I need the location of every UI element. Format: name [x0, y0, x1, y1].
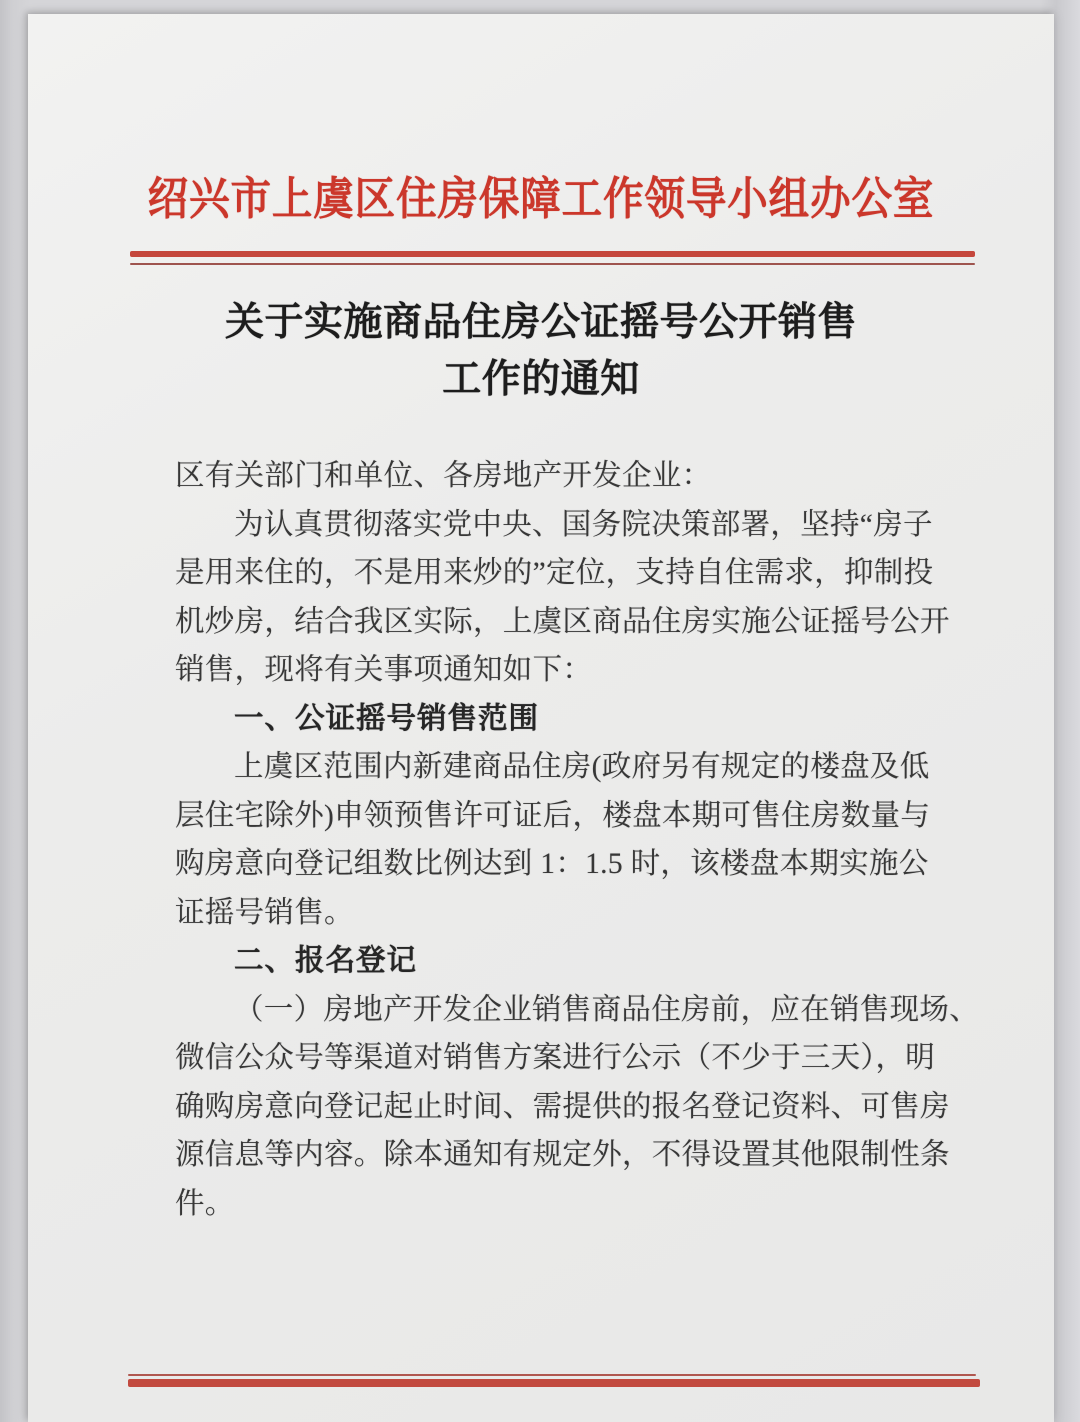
- body-line: 件。: [175, 1187, 235, 1220]
- document-body: [175, 452, 980, 1228]
- body-line: 层住宅除外)申领预售许可证后，楼盘本期可售住房数量与: [175, 799, 931, 832]
- document-title-line-2: 工作的通知: [442, 358, 640, 401]
- body-line: 确购房意向登记起止时间、需提供的报名登记资料、可售房: [175, 1090, 950, 1123]
- section-heading-2: 二、报名登记: [234, 944, 418, 977]
- letterhead-org-name: 绍兴市上虞区住房保障工作领导小组办公室: [147, 174, 935, 224]
- document-title-line-1: 关于实施商品住房公证摇号公开销售: [224, 301, 857, 344]
- body-line: 购房意向登记组数比例达到 1：1.5 时，该楼盘本期实施公: [175, 848, 929, 880]
- body-line: 源信息等内容。除本通知有规定外，不得设置其他限制性条: [175, 1139, 950, 1171]
- body-line: 上虞区范围内新建商品住房(政府另有规定的楼盘及低: [234, 751, 930, 783]
- body-line: （一）房地产开发企业销售商品住房前，应在销售现场、: [234, 993, 980, 1026]
- section-heading-1: 一、公证摇号销售范围: [234, 701, 540, 735]
- letterhead-rule-thin: [130, 263, 975, 265]
- document-page: [28, 14, 1054, 1422]
- document-title: [28, 294, 1054, 408]
- footer-rule-thick: [128, 1379, 980, 1387]
- body-line: 为认真贯彻落实党中央、国务院决策部署，坚持“房子: [234, 508, 933, 541]
- body-line: 证摇号销售。: [175, 896, 354, 929]
- body-line: 是用来住的，不是用来炒的”定位，支持自住需求，抑制投: [175, 557, 934, 589]
- letterhead-rule-thick: [130, 251, 975, 257]
- salutation-line: 区有关部门和单位、各房地产开发企业：: [175, 460, 712, 492]
- body-line: 机炒房，结合我区实际，上虞区商品住房实施公证摇号公开: [175, 605, 950, 638]
- footer-rule-thin: [128, 1374, 976, 1376]
- body-line: 微信公众号等渠道对销售方案进行公示（不少于三天），明: [175, 1042, 936, 1074]
- body-line: 销售，现将有关事项通知如下：: [175, 654, 593, 686]
